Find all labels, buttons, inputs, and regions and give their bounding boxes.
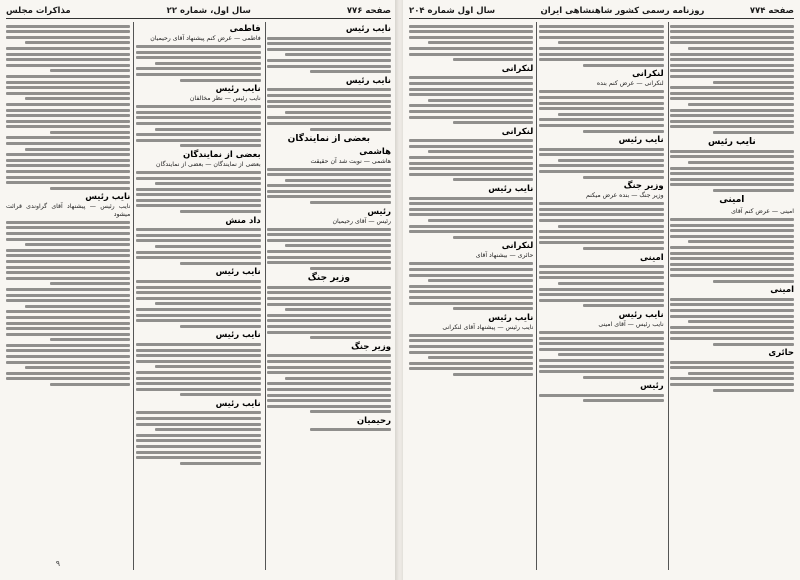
speaker-name: رئیس: [640, 381, 664, 392]
speaker-name: نایب رئیس: [215, 398, 261, 409]
speaker-name: نایب رئیس: [345, 75, 391, 86]
section-title: بعضی از نمایندگان: [287, 133, 370, 144]
snippet-text: لنکرانی — عرض کنم بنده: [596, 80, 664, 88]
right-page-columns: [409, 22, 794, 572]
snippet-text: امینی — عرض کنم آقای: [731, 208, 794, 216]
speaker-name: نایب رئیس: [618, 135, 664, 146]
speaker-name: لنکرانی: [632, 69, 664, 80]
speaker-name: وزیر جنگ: [351, 341, 391, 352]
speaker-name: نایب رئیس: [215, 330, 261, 341]
speaker-name: هاشمی: [359, 146, 391, 157]
right-page-header: [409, 4, 794, 19]
speaker-name: نایب رئیس: [618, 309, 664, 320]
speaker-name: لنکرانی: [501, 126, 534, 137]
left-column-2: [136, 22, 260, 572]
right-page-issue: سال اول شماره ۲۰۴: [409, 6, 496, 16]
snippet-text: بعضی از نمایندگان — بعضی از نمایندگان: [156, 160, 261, 168]
speaker-name: فاطمی: [229, 24, 261, 34]
speaker-name: نایب رئیس: [345, 24, 391, 34]
speaker-name: نایب رئیس: [488, 184, 534, 195]
right-page-title: روزنامه رسمی کشور شاهنشاهی ایران: [540, 6, 705, 16]
speaker-name: وزیر جنگ: [623, 181, 664, 192]
speaker-name: نایب رئیس: [85, 192, 131, 203]
left-page-title: مذاكرات مجلس: [6, 6, 71, 16]
right-page-number: صفحه ۷۷۴: [749, 6, 794, 16]
left-column-1: [267, 22, 391, 572]
speaker-name: نایب رئیس: [215, 267, 261, 278]
speaker-name: امینی: [639, 252, 664, 263]
right-column-3: [409, 22, 533, 572]
left-column-3: [6, 22, 130, 572]
left-page-header: [6, 4, 391, 19]
snippet-text: نایب رئیس — پیشنهاد آقای گراوندی قرائت میشود: [6, 203, 131, 218]
speaker-name: امینی: [770, 285, 794, 296]
snippet-text: هاشمی — نوبت شد آن حقیقت: [310, 157, 391, 165]
section-title: نایب رئیس: [707, 136, 756, 147]
section-title: امینی: [719, 195, 745, 206]
left-page-issue: سال اول، شماره ۲۲: [166, 6, 251, 16]
speaker-name: لنکرانی: [501, 63, 534, 74]
section-title: وزیر جنگ: [307, 272, 350, 283]
speaker-name: نایب رئیس: [215, 84, 261, 95]
speaker-name: لنکرانی: [501, 241, 534, 252]
snippet-text: نایب رئیس — پیشنهاد آقای لنکرانی: [442, 323, 534, 331]
left-page-columns: [6, 22, 391, 572]
speaker-name: نایب رئیس: [488, 312, 534, 323]
speaker-name: بعضی از نمایندگان: [182, 149, 261, 160]
snippet-text: رئیس — آقای رحیمیان: [332, 217, 391, 225]
right-column-2: [539, 22, 663, 572]
speaker-name: داد منش: [225, 215, 261, 226]
right-page: [403, 0, 800, 580]
snippet-text: وزیر جنگ — بنده عرض میکنم: [586, 192, 664, 200]
snippet-text: فاطمی — عرض کنم پیشنهاد آقای رحیمیان: [150, 35, 261, 42]
left-page: [0, 0, 397, 580]
left-page-number: صفحه ۷۷۶: [346, 6, 391, 16]
snippet-text: حائری — بیشنهاد آقای: [475, 252, 534, 260]
speaker-name: حائری: [768, 348, 794, 359]
left-footer-number: ۹: [55, 559, 61, 568]
speaker-name: رحیمیان: [356, 415, 391, 426]
speaker-name: رئیس: [367, 206, 391, 217]
snippet-text: نایب رئیس — آقای امینی: [598, 320, 664, 328]
right-column-1: [670, 22, 794, 572]
snippet-text: نایب رئیس — نظر مخالفان: [189, 95, 261, 103]
